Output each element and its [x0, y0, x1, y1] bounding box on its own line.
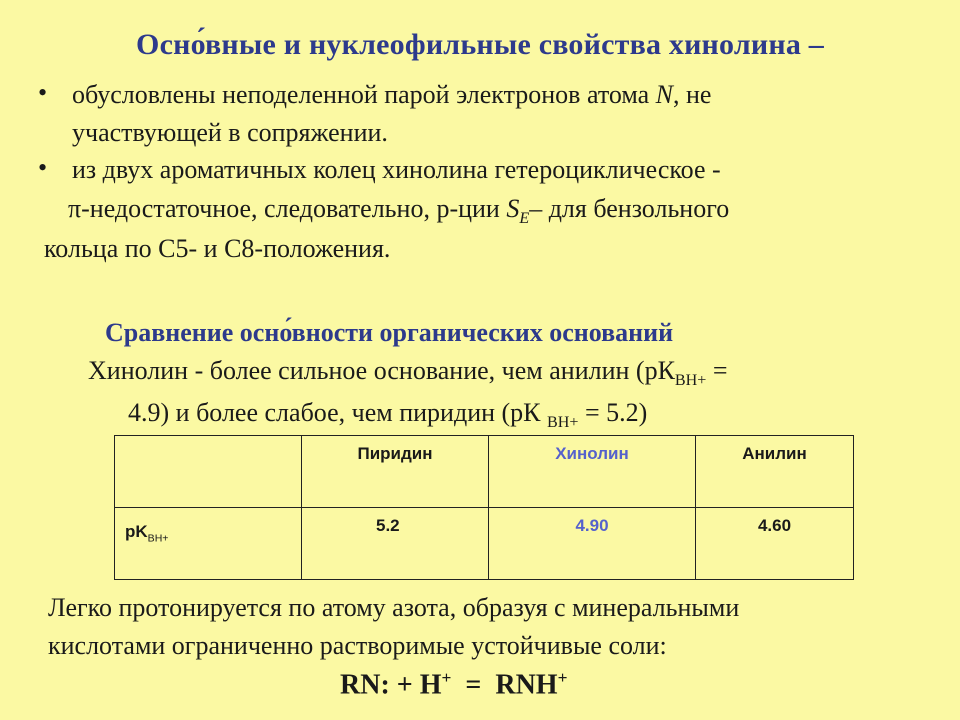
value-aniline: 4.60	[696, 508, 854, 580]
bullet-1-line-2: участвующей в сопряжении.	[72, 118, 388, 147]
comparison-line-2-pre: 4.9) и более слабое, чем пиридин (рК	[128, 398, 548, 427]
equation-right: = RNH	[451, 669, 558, 701]
bullet-2-text-pre: π-недостаточное, следовательно, р-ции	[68, 194, 507, 223]
comparison-line-2	[128, 398, 647, 432]
table-header-row	[115, 436, 854, 508]
table-corner-cell	[115, 436, 302, 508]
comparison-line-2-post: = 5.2)	[578, 398, 648, 427]
protonation-line-1: Легко протонируется по атому азота, образуя с минеральными	[48, 593, 740, 622]
equation-left-charge: +	[441, 668, 452, 687]
comparison-line-1-post: =	[706, 356, 728, 385]
nitrogen-atom: N	[655, 80, 674, 109]
se-symbol: S	[506, 194, 520, 223]
bullet-2-text-post: – для бензольного	[529, 194, 730, 223]
row-label-main: pK	[125, 522, 148, 541]
bullet-marker-2: •	[38, 153, 48, 182]
header-aniline: Анилин	[696, 436, 854, 508]
bullet-1-line-1	[72, 80, 711, 110]
bullet-1-text-pre: обусловлены неподеленной парой электронов атома	[72, 80, 656, 109]
comparison-subtitle: Сравнение осно́вности органических оснований	[105, 318, 674, 347]
header-quinoline: Хинолин	[489, 436, 696, 508]
protonation-line-2: кислотами ограниченно растворимые устойчивые соли:	[48, 631, 667, 660]
slide-title: Осно́вные и нуклеофильные свойства хинолина –	[136, 28, 824, 61]
basicity-table	[114, 435, 854, 580]
bullet-2-line-2	[68, 194, 729, 228]
header-pyridine: Пиридин	[302, 436, 489, 508]
comparison-line-1-pre: Хинолин - более сильное основание, чем анилин (рК	[88, 356, 675, 385]
se-subscript: E	[519, 210, 530, 228]
equation-left: RN: + H	[340, 669, 442, 701]
bullet-1-text-post: , не	[673, 80, 712, 109]
comparison-line-1	[88, 356, 728, 390]
comparison-line-1-sub: ВН+	[674, 372, 707, 390]
value-quinoline: 4.90	[489, 508, 696, 580]
row-label-pkbh	[115, 508, 302, 580]
value-pyridine: 5.2	[302, 508, 489, 580]
bullet-2-line-1: из двух ароматичных колец хинолина гетероциклическое -	[72, 155, 721, 184]
comparison-line-2-sub: ВН+	[547, 414, 579, 432]
row-label-sub: BH+	[147, 532, 169, 545]
equation-right-charge: +	[557, 668, 568, 687]
bullet-marker-1: •	[38, 78, 48, 107]
table-row	[115, 508, 854, 580]
protonation-equation	[340, 668, 568, 701]
bullet-2-line-3: кольца по С5- и С8-положения.	[44, 234, 391, 263]
